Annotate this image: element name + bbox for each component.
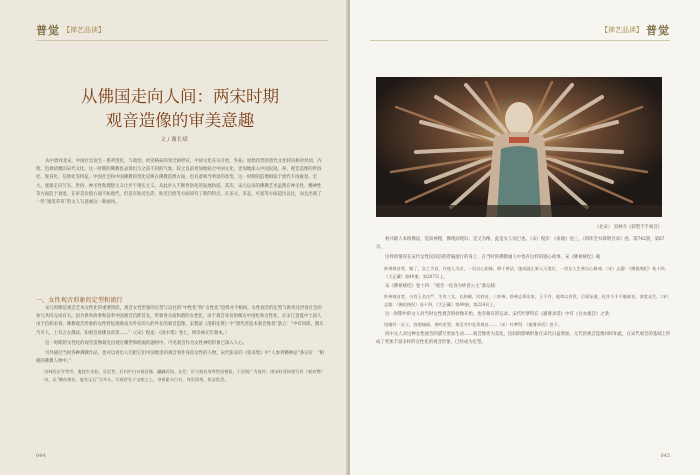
- article-title-line-2: 观音造像的审美意趣: [105, 111, 255, 130]
- body-paragraph: 宋元时期是观音艺术女性化的重要阶段，观音女性形象的定型与以往的“中性化”和“女性化”趋势并不相同。女性观音的定型与供奉及世俗社会的参与共同完成有关。因为供奉故事和信奉中国观音信仰首先，形象各方面和谐的女性化，由于观音身份的相应中国化和女性化，在宋辽金夏中土国人由于信仰来看。佛教观音形象的女性特征逐渐成为外在的大的外在的观音造像。宋程泌《洛阳先贤》中“唐代善造木观音像者”条云：“中有河阳，熊车乃可人，上有五女佛法，知观音看佛具角等……”（《宋》程泌：《洛水集》卷七，明崇祯元年刻本。）: [36, 306, 324, 336]
- left-body-section: [36, 305, 324, 386]
- block-quote: 钱塘有一女子，容貌端丽，善吹笙管，每至寺中礼拜观音……（宋）叶梦得：《避暑录话》卷下。: [384, 322, 562, 328]
- section-label: 【禅艺品读】: [63, 26, 105, 34]
- article-title: [50, 85, 310, 133]
- page-number: 044: [36, 453, 46, 459]
- right-body: [376, 236, 672, 349]
- right-page-header: [601, 22, 670, 38]
- left-page-header: [36, 22, 105, 38]
- guanyin-statue-illustration: [376, 77, 662, 217]
- body-paragraph: 从中唐到北宋，中国社会发生一系列变化，与政治、经济格局的变迁相呼应，中国文化在从开放、外拓、原始热烈的唐代文化转向相对封闭、内敛、色调清雅的宋代文化。这一时期的佛教也表现出与之前不同的气象。较之以前更加地贴合中国文化，更加地深入中国民间。养、观音造像的世俗化、现身化、信仰化等特征。中国社会和中国佛教的变化反映在佛教造像方面，也有着相当明显的改变，这一时期的造像相较于唐代不再雍容、宏大。逐渐走向写实、世俗，神圣性和理想主义让步于现实主义，从此步入不断世俗化的发展轨道。其次，宋元以来的佛教艺术虽然在神圣性、精神性等方面趋于衰退，在审美价值方面不如唐代，但是在贴近生活、贴近百姓等方面却有了新的特点。在多元、多态、可爱等方面超出以往，而且出现了一些“逸笔草草”的文人写意画这一新画风。: [36, 159, 322, 206]
- photo-caption: （北宋） 双林寺《彩塑千手观音》: [594, 225, 662, 230]
- header-rule: [370, 40, 670, 41]
- magazine-logo: 普觉: [36, 24, 60, 37]
- body-paragraph: 这样的情况在宋代女性民间信仰普遍流行的身上，在当时的佛教画人中也有这样的感心故事。宋《佛祖统纪》载：: [385, 255, 605, 261]
- article-author: 文 / 谢长斌: [160, 137, 188, 143]
- body-paragraph: 初并辅人本组佛法，觉而神理，佛现而现归；是又为像，此是女人而已也。（宋）倪岸：《泉坡》卷三，《四库全书简明目录》卷，第742册，第67页。: [376, 237, 665, 251]
- header-rule: [36, 40, 328, 41]
- page-number: 045: [660, 453, 670, 459]
- magazine-logo: 普觉: [646, 24, 670, 37]
- right-page: [350, 0, 700, 475]
- left-page: [0, 0, 348, 475]
- body-paragraph: 这一时期的女性化的观音造像最先出现在雕塑和绘画的题材中。可见观音作为女性神的形象已深入人心。: [45, 340, 247, 346]
- body-paragraph: 同中元人对这种女性观音的描写更加生动……观音像更为美化、民间的影响形象在宋代日益增加。元代的观音造像同样如此，在宋代观音的基础上形成了更加丰富多样的女性化的观音形象，已经成为定型。: [376, 332, 671, 346]
- article-title-line-1: 从佛国走向人间：两宋时期: [81, 87, 279, 106]
- section-subheading: 一、女性观音形象的定型和流行: [36, 297, 123, 304]
- section-label: 【禅艺品读】: [601, 26, 643, 34]
- body-paragraph: 这一时期中的文人对当时女性观音的妙像开始，也有相应的记录。宋代叶梦得在《避暑录话》中有《白衣观音》之条：: [385, 311, 614, 317]
- block-quote: 妙善观音者，嫁了，女之为首，许他人为女，一切自心如妹，修于善法，遂成就正果入灭度后，一切女人生善自心修戒。（宋）志磐：《佛祖统纪》卷十四，《大正藏》第49册，第207页上。: [384, 265, 669, 279]
- body-paragraph: 另外通过当时各种佛教作品，也可以看出人们把它们中国地里的观音看作身段女性的人物。宋代张耒的《张耒集》中“人参列精神品”条记有：“相模的佛教人物中。”: [36, 351, 324, 365]
- body-paragraph: 宋《佛祖统纪》卷十四：“观音一化身为妙善公主”条记载：: [385, 283, 500, 289]
- thousand-arm-guanyin-photo: [376, 77, 662, 217]
- left-body-intro: [36, 158, 324, 209]
- block-quote: 凤林西京寺常考，鬼怪生光仙，女尼者；后妇中白衣观音像，翩翩若仙。女尼：应与观音身等性质相似，于民间广为流传。南宋时苏轼曾写有《观音赞》诗，以“稽首观音，宴坐宝石”为开头。写观音坐于宝座之上，身着素衣白衣，身形清秀，体态优美。: [44, 369, 323, 383]
- block-quote: 妙善观音者，古有王名庄严，生有三女，长妙颜，次妙音，三妙善。妙善志慕出家，王不许，遂命以苦役，后果证道，化作千手千眼观音，济度众生。（宋）志磐：《佛祖统纪》卷十四，《大正藏》第49册，第224页上。: [384, 293, 671, 307]
